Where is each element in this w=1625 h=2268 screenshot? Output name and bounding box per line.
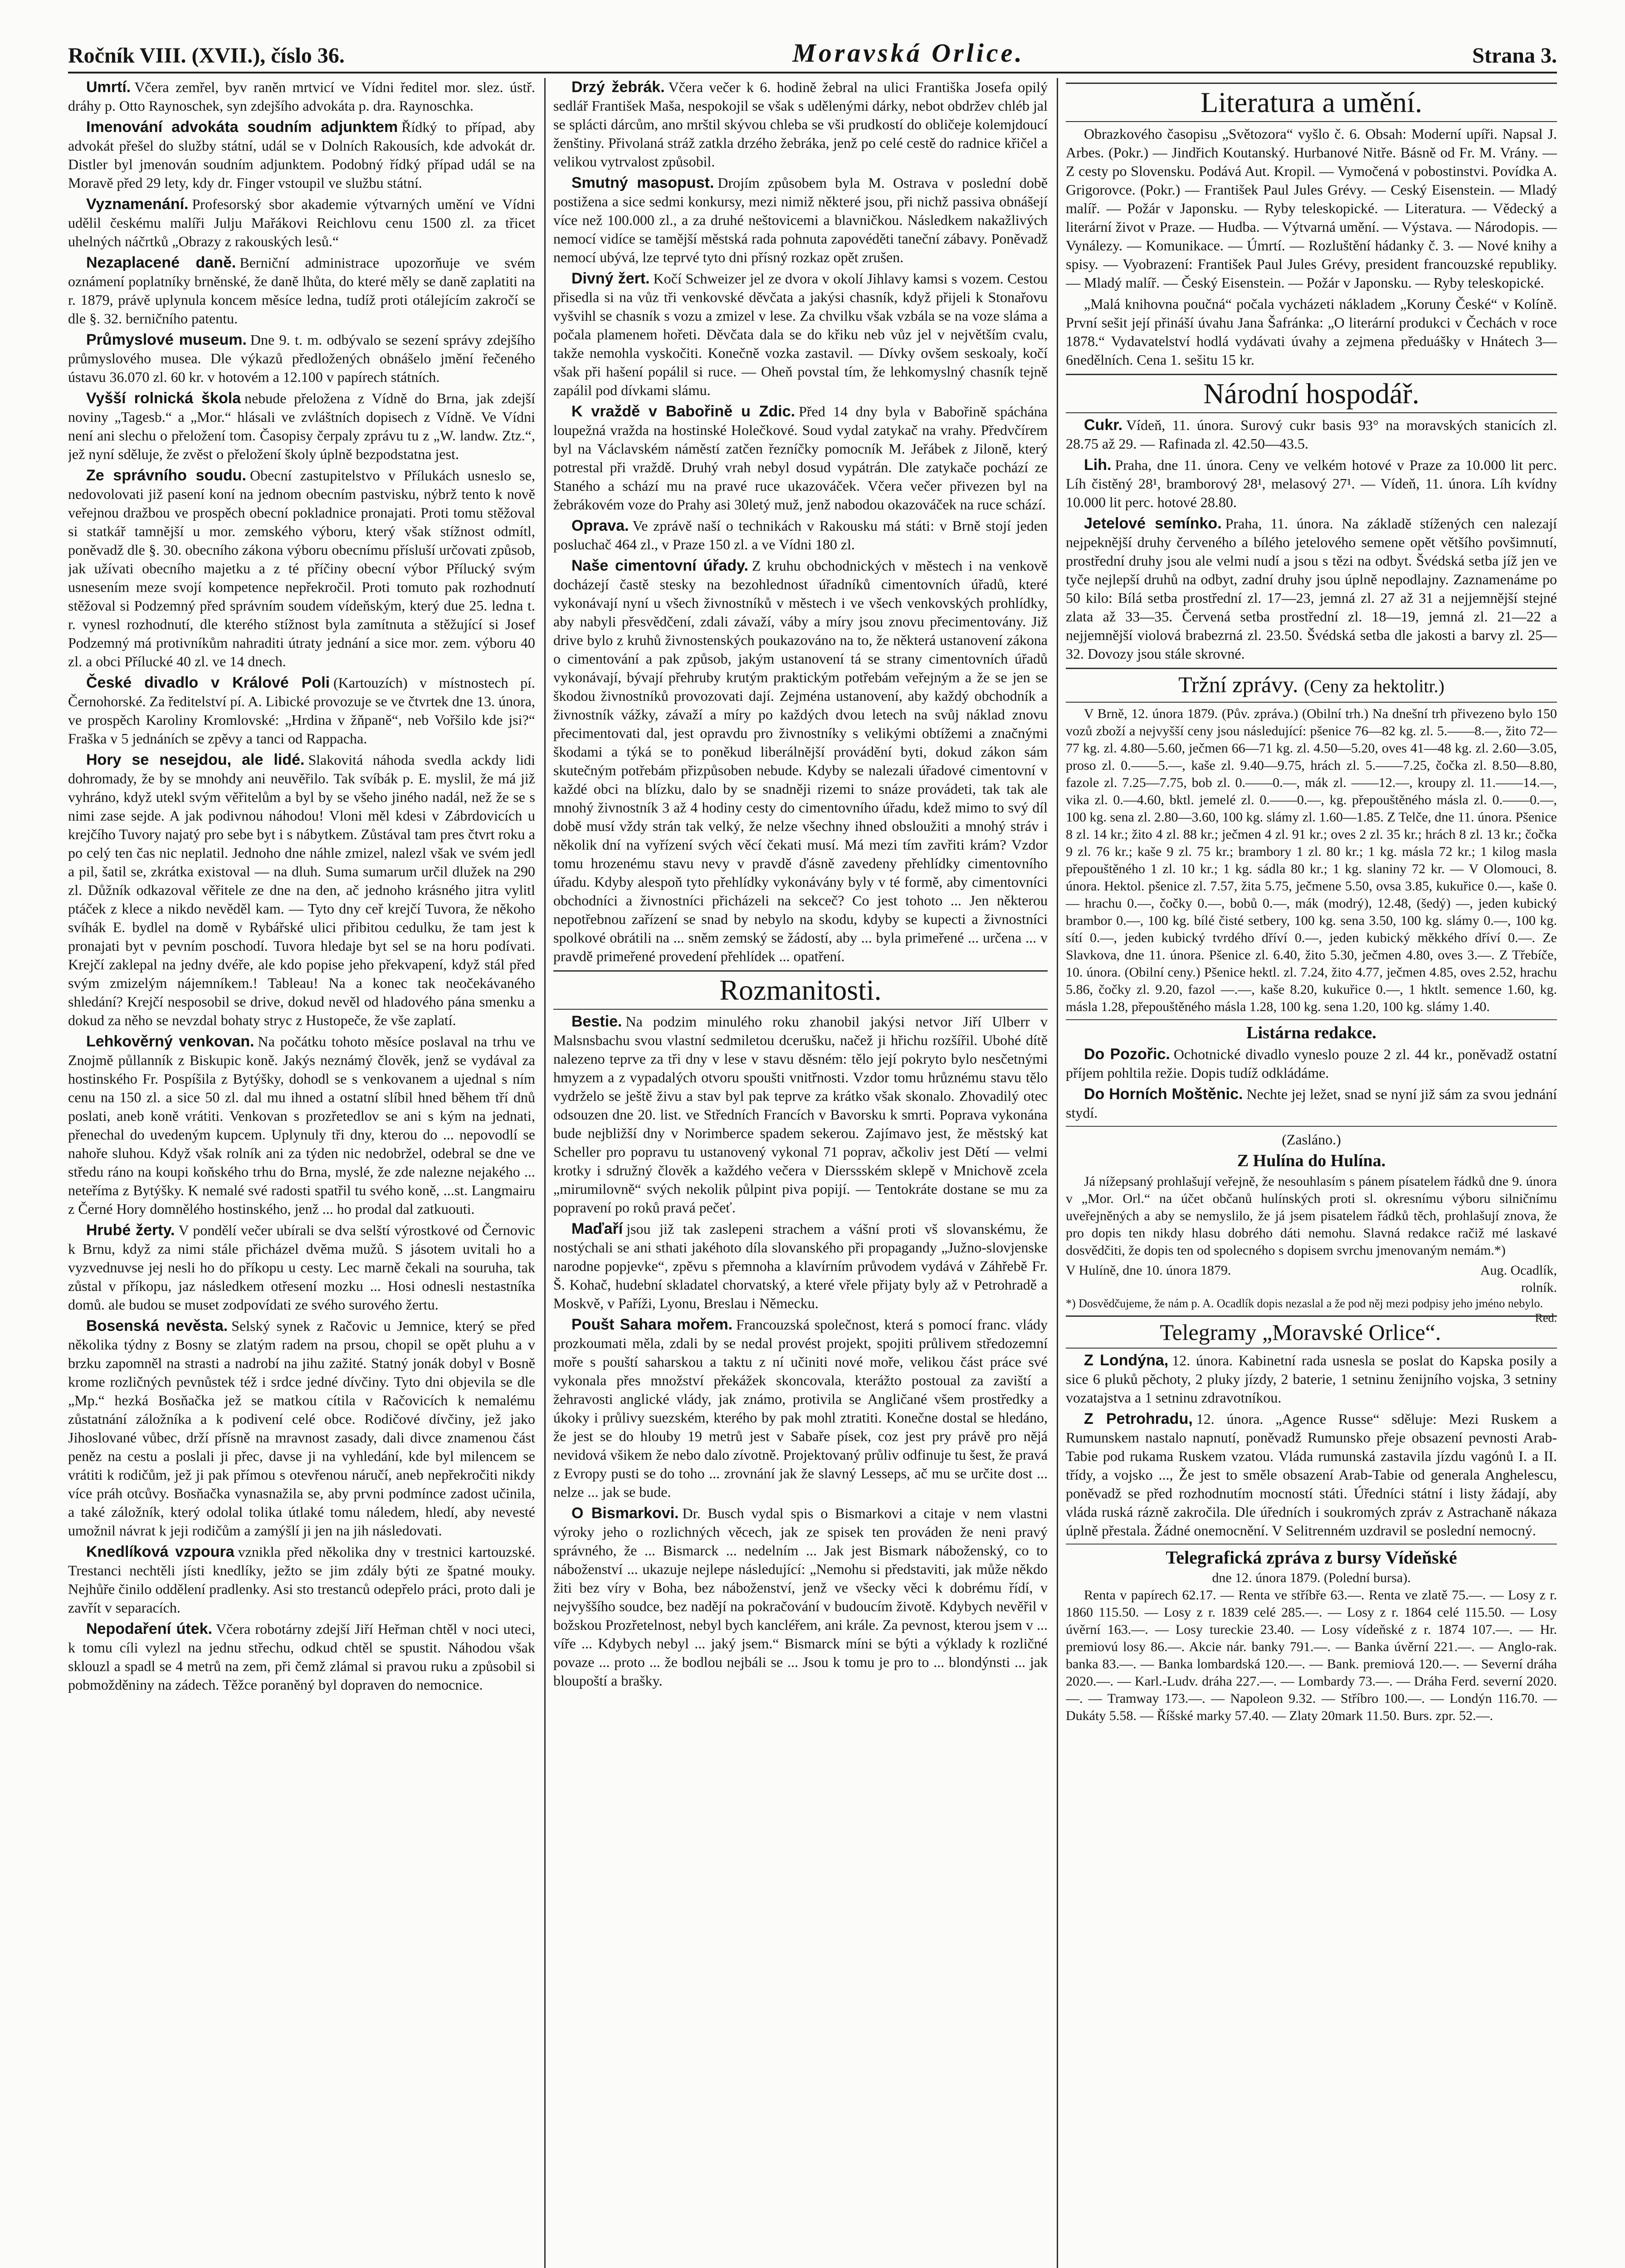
column-3 xyxy=(1066,78,1557,2268)
zaslano-text: Já nížepsaný prohlašují veřejně, že nesouhlasím s pánem písatelem řádků dne 9. února v „Mor. Orl.“ na účet občanů hulínských proti sl. okresnímu výboru silničnímu uveřejněných a aby se nemyslilo, že já jsem pisatelem řádků těch, prohlašují znova, že pro dopis ten nikdy hlasu dobrého dáti nemohu. Slavná redakce račiž mé laskavé dosvědčiti, že dopis ten od spolecného s dopisem svrchu jmenovaným nemám.*) xyxy=(1066,1174,1557,1258)
article xyxy=(553,269,1048,400)
article-body: Nechte jej ležet, snad se nyní již sám za svou jednání stydí. xyxy=(1066,1086,1557,1121)
article-headline: Cukr. xyxy=(1084,416,1123,434)
literature-item: „Malá knihovna poučná“ počala vycházeti nákladem „Koruny České“ v Kolíně. První sešit její přináší úvahu Jana Šafránka: „O literární produkci v Čechách v roce 1878.“ Vydavatelství hodlá vydávati úvahy a zejmena předuášky v Hnátech 3—6nedělních. Cena 1. sešitu 15 kr. xyxy=(1066,296,1557,368)
article xyxy=(68,1221,535,1314)
section-title-telegramy: Telegramy „Moravské Orlice“. xyxy=(1066,1315,1557,1349)
article xyxy=(68,1620,535,1694)
article-headline: Jetelové semínko. xyxy=(1084,515,1222,532)
article xyxy=(1066,1351,1557,1407)
article-body: Včera robotárny zdejší Jiří Heřman chtěl v noci uteci, k tomu cíli vylezl na jednu střechu, odkud chtěl se spustit. Náhodou však sklouzl a spadl se 4 metrů na zem, při čemž zlámal si pravou ruku a způsobil si pobmožděniny na zádech. Těžce poraněný byl dopraven do nemocnice. xyxy=(68,1621,535,1693)
section-title-literatura: Literatura a umění. xyxy=(1066,83,1557,122)
article-body: vznikla před několika dny v trestnici kartouzské. Trestanci nechtěli jísti knedlíky, ježto se jim zdály býti ze špatné mouky. Nejhůře činilo oddělení pradlenky. Asi sto trestanců odepřelo práci, proto dali je zavřít v separacích. xyxy=(68,1544,535,1616)
article-body: V pondělí večer ubírali se dva selští výrostkové od Černovic k Brnu, když za nimi stále přicházel dvěma mužů. S jásotem uvitali ho a vyzvednuvse jej nesli ho do příkopu u cesty. Lec marně čekali na souruha, tak zůstal v příkopu, jaz následkem otřesení mozku ... Hosi odnesli nestastníka domů. ale budou se muset zodpovídati ze svého surového žertu. xyxy=(68,1222,535,1313)
masthead xyxy=(68,32,1557,68)
article-body: Dr. Busch vydal spis o Bismarkovi a citaje v nem vlastni výroky jeho o rozlichných věcech, jak ze spisek ten prováden že neni pravý správného, že ... Bismarck ... nedelním ... Jak jest Bismark náboženský, co to náboženství ... ukazuje nejlepe následující: „Nemohu si představiti, jak může někdo žiti bez víry v Boha, bez náboženství, jenž ve všecky věci k dobrému řídí, v nejvyššího soudce, bez nadějí na pokračování v budoucím životě. Kdybych nevěřil v božskou Prozřetelnost, nebyl bych kancléřem, ani krále. Za pevnost, kterou jsem v ... víře ... Kdybych nebyl ... jaký jsem.“ Bismarck míni se býti a výklady k rozličné povaze ... proto ... že bodlou nejbáli se ... Jsou k tomu je pro to ... blondýnsti ... jak bloupoští a brašky. xyxy=(553,1505,1048,1689)
article-body: (Kartouzích) v místnostech pí. Černohorské. Za ředitelství pí. A. Libické provozuje se ve čtvrtek dne 13. února, ve prospěch Karoliny Kromlovské: „Hrdina v žňpaně“, neb Vořšilo kde jsi?“ Fraška v 5 jednáních se zpěvy a tanci od Rappacha. xyxy=(68,675,535,747)
article-body: Slakovitá náhoda svedla ackdy lidi dohromady, že by se mnohdy ani neuvěřilo. Tak svíbák p. E. myslil, že má již vyhráno, když utekl svým věřitelům a byl by se všeho jiného nadál, než že se s nimi zase sejde. A jak podivnou náhodou! Vloni měl kdesi v Zábrdovicích u krejčího Tuvory najatý pro sebe byt i s nábytkem. Zůstával tam pres čtvrt roku a po celý ten čas nic neplatil. Jednoho dne náhle zmizel, nalezl však ve svém jedl a pil, šatil se, zkrátka existoval — na dluh. Suma sumarum určil dlužek na 290 zl. Důžník odkazoval věřitele ze dne na den, ač jednoho krásného jitra vylitl ptáček z klece a nikdo nevěděl kam. — Tyto dny ceř krejčí Tuvora, že někoho svíhák E. bydlel na domě v Rybářské ulici přibitou cedulku, že tam jest k pronajati byt v pevním poschodí. Tuvora hledaje byt sel se na horu podívati. Krejčí zaklepal na jedny dvéře, ale kdo popise jeho překvapení, když stál před svým zmizelým nájemníkem.! Tableau! Na a konec tak neočekávaného shledání? Krejčí nesposobil se drive, dokud nevěl od hladového pána smenku a dokud za něho se nevzdal bohaty stryc z Hustopeče, že vše zaplatí. xyxy=(68,752,535,1028)
miscellany-articles xyxy=(553,1012,1048,1690)
article-headline: Hory se nesejdou, ale lidé. xyxy=(86,751,305,768)
article-headline: Ze správního soudu. xyxy=(86,467,247,484)
article xyxy=(68,195,535,251)
article-headline: Nepodaření útek. xyxy=(86,1620,212,1637)
article-headline: Oprava. xyxy=(571,517,629,534)
section-title-rozmanitosti: Rozmanitosti. xyxy=(553,970,1048,1010)
article xyxy=(1066,1085,1557,1122)
article xyxy=(68,1032,535,1218)
article xyxy=(68,389,535,464)
divider xyxy=(1066,1544,1557,1545)
economy-articles xyxy=(1066,416,1557,663)
article xyxy=(553,517,1048,554)
section-title-narodni-hospodar: Národní hospodář. xyxy=(1066,374,1557,413)
article-headline: Vyšší rolnická škola xyxy=(86,390,241,407)
article xyxy=(68,254,535,328)
article-headline: Umrtí. xyxy=(86,78,131,96)
bourse-title: Telegrafická zpráva z bursy Vídeňské xyxy=(1166,1547,1457,1568)
article xyxy=(68,331,535,386)
section-title-listarna: Listárna redakce. xyxy=(1246,1023,1376,1042)
article-body: Řídký to případ, aby advokát přešel do služby státní, udál se v Dolních Rakousích, kde advokát dr. Distler byl jmenován soudním adjunktem. Podobný řídký případ udál se na Moravě před 29 lety, kdy dr. Finger vstoupil ve službu státní. xyxy=(68,119,535,191)
article-headline: Knedlíková vzpoura xyxy=(86,1543,234,1560)
page-number: Strana 3. xyxy=(1472,44,1557,68)
zaslano-title: Z Hulína do Hulína. xyxy=(1237,1151,1386,1170)
article-body: Ochotnické divadlo vyneslo pouze 2 zl. 44 kr., poněvadž ostatní příjem pohltila režie. Dopis tudíž odkládáme. xyxy=(1066,1046,1557,1081)
article-headline: Naše cimentovní úřady. xyxy=(571,557,749,574)
header-rule xyxy=(68,72,1557,73)
article xyxy=(1066,416,1557,453)
article-body: Praha, 11. února. Na základě stížených cen nalezají nejpeknější druhy červeného a bílého jetelového semene opět většího povšimnutí, prostřední druhy jsou ale velmi nudí a jsou s tězi na odbyt. Švédská setba jíž jen ve tyče nejlepší druhů na odbyt, zadní druhy jsou úplně nepodlajny. Zaznamenáme po 50 kilo: Bílá setba prostřední zl. 17—23, jemná zl. 27 až 31 a nejjemnější stejné zlata až 33—35. Červená setba prostřední zl. 18—19, jemná zl. 21—22 a nejjemnější violová brabezrná zl. 23.50. Švédská setba dle jakosti a barvy zl. 25—32. Dovozy jsou stále skrovné. xyxy=(1066,515,1557,662)
editorial-letters xyxy=(1066,1045,1557,1122)
article-body: Profesorský sbor akademie výtvarných umění ve Vídni udělil českému malíři Julju Mařákovi Reichlovu cenu 1500 zl. za třicet uhelných náčrtků „Obrazy z rakouských lesů.“ xyxy=(68,196,535,249)
article xyxy=(1066,514,1557,663)
bourse-subtitle: dne 12. února 1879. (Polední bursa). xyxy=(1212,1570,1411,1585)
article xyxy=(1066,456,1557,512)
article-body: Ve zprávě naší o technikách v Rakousku má státi: v Brně stojí jeden posluchač 464 zl., v Praze 150 zl. a ve Vídni 180 zl. xyxy=(553,518,1048,552)
article-body: Dne 9. t. m. odbývalo se sezení správy zdejšího průmyslového musea. Dle výkazů předložených obnášelo jmění řečeného ústavu 36.070 zl. 60 kr. v hotovém a 12.100 v papírech státních. xyxy=(68,332,535,385)
article xyxy=(68,674,535,748)
article-headline: Lehkověrný venkovan. xyxy=(86,1033,254,1050)
article-body: Na počátku tohoto měsíce poslaval na trhu ve Znojmě půllanník z Biskupic koně. Jakýs neznámý člověk, jenž se vydával za hostinského Fr. Pospíšila z Bytýšky, dohodl se s venkovanem a ujednal s ním cenu na 150 zl. a sice 50 zl. dal mu ihned a ostatní slíbil hned během tří dnů poslati, aneb koně vrátiti. Venkovan s prozřetedlov se ani s kým na jednati, přenechal do uvedeným kupcem. Uplynuly tři dny, kterou do ... nepovodlí se nahoře sluhou. Když však rolník ani za týden nic nedobržel, odebral se dne ve středu ráno na koupi koňského trhu do Brna, myslé, že zde nalezne nejakého ... neteříma z Bytýšky. K nemalé své radosti spatřil tu svého koně, ...st. Langmairu z Černé Hory domnělého hostinského, jenž ... ho prodal dal zatkuouti. xyxy=(68,1033,535,1217)
article-body: Před 14 dny byla v Babořině spáchána loupežná vražda na hostinské Holečkové. Soud vydal zatykač na vrahy. Předvčírem byl na Václavském náměstí zatčen řezníčky pomocník M. Jeřábek z Jiloně, který potrestal při vraždě. Druhý vrah nebyl dosud vypátrán. Dle zatykače pochází ze Staného a schází mu na pravé ruce ukazováček. Včera večer přivezen byl na žebrákovém voze do Prahy asi 30letý muž, jenž nabodou okazováček na ruce schází. xyxy=(553,403,1048,513)
article-headline: Vyznamenání. xyxy=(86,196,189,213)
article-headline: Hrubé žerty. xyxy=(86,1222,175,1239)
article-headline: Do Pozořic. xyxy=(1084,1046,1170,1063)
article xyxy=(68,466,535,671)
article xyxy=(553,1012,1048,1217)
article xyxy=(553,1315,1048,1501)
article-body: Drojím způsobem byla M. Ostrava v poslední době postižena a sice sedmi konkursy, mezi nimiž některé jsou, při nichž passiva obnášejí více než 100.000 zl., a za druhé neštovicemi a blavničkou. Následkem nakažlivých nemocí vidíce se tamější městská rada pohnuta zapovéděti taneční zábavy. Poněvadž nemocí ubývá, lze teprvé tyto dni přísný rozkaz opět zrušen. xyxy=(553,175,1048,265)
local-news-continued xyxy=(553,78,1048,966)
article xyxy=(68,78,535,115)
bourse-report: Renta v papírech 62.17. — Renta ve stříbře 63.—. Renta ve zlatě 75.—. — Losy z r. 1860 115.50. — Losy z r. 1839 celé 285.—. — Losy z r. 1864 celé 115.50. — Losy úvěrní 163.—. — Losy tureckie 23.40. — Losy vídeňské z r. 1874 107.—. — Hr. premiovú losy 86.—. Akcie nár. banky 791.—. — Banka úvěrní 221.—. — Anglo-rak. banka 83.—. — Banka lombardská 120.—. — Bank. premiová 120.—. — Severní dráha 2020.—. — Karl.-Ludv. dráha 227.—. — Lombardy 73.—. — Dráha Ferd. severní 2020.—. — Tramway 173.—. — Napoleon 9.32. — Stříbro 100.—. — Londýn 116.70. — Dukáty 5.58. — Říšské marky 57.40. — Zlaty 20mark 11.50. Burs. zpr. 52.—. xyxy=(1066,1588,1557,1723)
article xyxy=(68,118,535,192)
article-headline: Z Petrohradu, xyxy=(1084,1410,1193,1427)
article-headline: Lih. xyxy=(1084,456,1112,474)
article-headline: Divný žert. xyxy=(571,270,650,287)
article-body: Z kruhu obchodnických v městech i na venkově docházejí častě stesky na bezohlednost úřadníků cimentovních úřadů, které vykonávají nyní u všech živnostníků v městech i ve všech venkovských prohlídky, aby nabyli přesvědčení, zdali závaží, váby a míry jsou znovu přecimentovány. Již drive bylo z kruhů živnostenských poukazováno na to, že některá ustanovení zákona o cimentování a pak způsob, jakým ustanovení tá se strany cimentovních úřadů vykonávají, bývají přehruby krutým praktickým potřebám veřejným a že se jen se škodou živnostníků provozovati dají. Zejména ustanovení, aby každý obchodník a živnostník vážky, závaží a míry po každých dvou letech na svůj náklad znovu přecimentovati dal, jest opravdu pro živnostníky s velikými obtížemi a značnými škodami a týká se to poněkud liberálnější provádění byti, dokud zákon sám skutečným potřebám přizpůsoben nebude. Kdyby se nalezali úřadové cimentovní v každé obci na blízku, dalo by se snadněji rizemi to snáze provádeti, tak tak ale mnohý živnostník 3 až 4 hodiny cesty do cimentovního úřadu, kdež mimo to svý díl době musí vždy strán tak velký, že nelze všechny ihned obsloužiti a mnohý stráv i několik dní na vyřízení svých věcí čekati musí. Má mezi tím zavřiti krám? Vzdor tomu hrozenému stavu nevy v pravdě ďásně zavedeny přehlídky cimentovního úřadu. Kdyby alespoň tyto přehlídky vykonávány byly v té formě, aby cimentovníci obchodníci a živnostníci přicházeli na sekceč? Co jest tohoto ... Jen některou nepotřebnou zařízení se snad by nebylo na skodu, kdyby se kupecti a živnostníci spolkové obrátili na ... sněm zemský se žádostí, aby ... byla primeřené ... určena ... v pravdě primeřené provedení přehlídek ... opatření. xyxy=(553,557,1048,964)
column-2 xyxy=(553,78,1048,2268)
article-headline: O Bismarkovi. xyxy=(571,1505,679,1522)
article-body: Selský synek z Račovic u Jemnice, který se před několika týdny z Bosny se zlatým radem na prsou, chopil se opět pluhu a v brzku zapomněl na strasti a nadrobí na jihu zažité. Statný jonák dobyl v Bosně krome rozličných pevnůstek též i srdce jedné dívčiny. Tyto dni objevila se dle „Mp.“ hezká Bosňačka jež se matkou cítila v Račovicích k nemalému zůstatnání záložníka a k podivení celé obce. Rodičové dívčiny, jež jako Jihoslované vůbec, drží přísně na mravnost zasady, dali divce znamenou část peněz na cestu a poslali ji přec, davse ji na vyhledání, kde byl milencem se vrátiti k rodičům, jež ji pak přímou s otevřenou náručí, aneb nepřekročiti nikdy více práh otcůvy. Bosňačka vynasnažila se, aby prvni podmínce zadost učinila, a také záložník, který odolal tolika útlaké tomu náledem, hledí, aby nevesté umožnil návrat k jeji rodičům a zamýšlí ji jen na jih následovati. xyxy=(68,1318,535,1539)
section-title-trzni-zpravy: Tržní zprávy. (Ceny za hektolitr.) xyxy=(1066,668,1557,703)
article xyxy=(553,557,1048,966)
article-headline: Drzý žebrák. xyxy=(571,78,665,96)
zaslano-footnote: *) Dosvědčujeme, že nám p. A. Ocadlík dopis nezaslal a že pod něj mezi podpisy jeho jméno nebylo. Red. xyxy=(1066,1297,1557,1325)
article xyxy=(553,402,1048,514)
article-headline: Bestie. xyxy=(571,1013,622,1030)
article xyxy=(68,1543,535,1617)
article-body: Včera zemřel, byv raněn mrtvicí ve Vídni ředitel mor. slez. ústř. dráhy p. Otto Raynoschek, syn zdejšího advokáta p. dra. Raynoschka. xyxy=(68,79,535,114)
article-headline: Maďaří xyxy=(571,1220,623,1237)
zaslano-signature: V Hulíně, dne 10. února 1879. Aug. Ocadlík, xyxy=(1066,1263,1557,1278)
article xyxy=(1066,1410,1557,1540)
article xyxy=(553,174,1048,267)
article-body: Vídeň, 11. února. Surový cukr basis 93° na moravských stanicích zl. 28.75 až 29. — Rafinada zl. 42.50—43.5. xyxy=(1066,417,1557,452)
article xyxy=(68,751,535,1030)
article-headline: Imenování advokáta soudním adjunktem xyxy=(86,118,398,136)
article-headline: Bosenská nevěsta. xyxy=(86,1317,228,1334)
column-divider xyxy=(1057,78,1058,2268)
article-headline: Nezaplacené daně. xyxy=(86,254,236,271)
article xyxy=(68,1317,535,1540)
article-body: Obecní zastupitelstvo v Přílukách usneslo se, nedovolovati již pasení koní na jednom obecním pastvisku, nýbrž tento k nově veřejnou dražbou ve prospěch obecní pokladnice pronajati. Proti tomu stěžoval si statkář tamnější u mor. zemského výboru, který však stížnost odmítl, poněvadž dle §. 30. obecního zákona výboru obecnímu přísluší určovati způsob, jak užívati obecního majetku a z té příčiny obecní výbor Přílucký svým usnesením meze svojí kompetence nepřekročil. Proti tomuto pak rozhodnutí stěžoval si Podzemný před správním soudem vídeňským, který due 25. ledna t. r. vynesl rozhodnutí, dle kterého stížnost byla zamítnuta a stěžující si Josef Podzemný má protivníkům nahraditi útraty jednání a sice mor. zem. výboru 40 zl. a obci Přílucké 40 zl. ve 14 dnech. xyxy=(68,467,535,670)
article-body: Praha, dne 11. února. Ceny ve velkém hotové v Praze za 10.000 lit perc. Líh čistěný 28¹, bramborový 28¹, melasový 27¹. — Vídeň, 11. února. Líh kvídny 10.000 lit perc. hotové 28.80. xyxy=(1066,457,1557,510)
divider xyxy=(1066,1126,1557,1127)
zaslano-role: rolník. xyxy=(1521,1280,1557,1295)
article-body: 12. února. Kabinetní rada usnesla se poslat do Kapska posily a sice 6 pluků pěchoty, 2 pluky jízdy, 2 baterie, 1 setninu ženijního vojska, 3 setniny vozatajstva a 1 setninu zdravotníkou. xyxy=(1066,1352,1557,1406)
article-headline: Z Londýna, xyxy=(1084,1352,1169,1369)
article xyxy=(553,78,1048,171)
column-1 xyxy=(68,78,535,2268)
market-report: V Brně, 12. února 1879. (Pův. zpráva.) (Obilní trh.) Na dnešní trh přivezeno bylo 150 vozů zboží a nejvyšší ceny jsou následující: pšenice 76—82 kg. zl. 5.——8.—, žito 72—77 kg. zl. 4.80—5.60, ječmen 66—71 kg. zl. 4.50—5.20, oves 41—48 kg. zl. 2.60—3.05, proso zl. 0.——5.—, kaše zl. 9.40—9.75, hrách zl. 5.——7.25, čočka zl. 8.50—8.80, fazole zl. 7.25—7.75, bob zl. 0.——0.—, mák zl. ——12.—, kroupy zl. 11.——14.—, vika zl. 0.—4.60, bktl. jemelé zl. 0.——0.—, kg. přepouštěného másla zl. 0.——0.—, 100 kg. sena zl. 2.80—3.60, 100 kg. slámy zl. 1.60—1.85. Z Telče, dne 11. února. Pšenice 8 zl. 14 kr.; žito 4 zl. 88 kr.; ječmen 4 zl. 91 kr.; oves 2 zl. 35 kr.; hrách 8 zl. 13 kr.; čočka 9 zl. 76 kr.; kaše 9 zl. 75 kr.; brambory 1 zl. 80 kr.; 1 kg. másla 72 kr.; 1 kilog masla přepouštěného 1 zl. 10 kr.; 1 kg. sádla 80 kr.; 1 kg. slaniny 72 kr. — V Olomouci, 8. února. Hektol. pšenice zl. 7.57, žita 5.75, ječmene 5.50, ovsa 3.85, kukuřice 0.—, kaše 0.— hrachu 0.—, čočky 0.—, bobů 0.—, mák (modrý), 12.48, (šedý) —, jeden kubický brambor 0.—, 100 kg. bílé čisté setbery, 100 kg. sena 3.50, 100 kg. slámy 0.—, 100 kg. sítí 0.—, jeden kubický tvrdého dříví 0.—, jeden kubický měkkého dříví 0.—. Ze Slavkova, dne 11. února. Pšenice zl. 6.40, žito 5.30, ječmen 4.80, oves 3.—. Z Třebíče, 10. února. (Obilní ceny.) Pšenice hektl. zl. 7.24, žito 4.77, ječmen 4.85, oves 2.52, hrachu 5.86, čočky zl. 9.20, fazol —.—, kaše 8.20, kukuřice 0.—, 1 hktlt. semence 1.60, kg. másla 1.28, přepouštěného másla 1.28, 100 kg. sena 1.20, 100 kg. slámy 1.40. xyxy=(1066,706,1557,1014)
issue-info: Ročník VIII. (XVII.), číslo 36. xyxy=(68,44,345,68)
article-headline: Průmyslové museum. xyxy=(86,331,247,348)
article-body: nebude přeložena z Vídně do Brna, jak zdejší noviny „Tagesb.“ a „Mor.“ hlásali ve zvláštních dopisech z Vídně. Ve Vídni není ani slechu o přeložení tom. Časopisy čerpaly zprávu tu z „W. landw. Ztz.“, jež nyní sděluje, že zvěst o přeložení školy úplně bezpodstatna jest. xyxy=(68,390,535,462)
article-body: Na podzim minulého roku zhanobil jakýsi netvor Jiří Ulberr v Malsnsbachu svou vlastní sedmiletou dcerušku, načež ji hřichu rozšířil. Ubohé dítě nalezeno teprve za tři dny v lese v stavu děsném: tělo její pokryto bylo nesčetnými hmyzem a z vypadalých otvoru spoušti vnitřnosti. Vzdor tomu hrůznému stavu tělo vydrželo se ještě živu a stav byl pak teprve za krátko však skonalo. Zhovadilý otec odsouzen dne 20. list. ve Středních Francích v Bavorsku k smrti. Poprava vykonána bude nejbližší dny v Norimberce spadem sekerou. Zajímavo jest, že městský kat Scheller pro popravu tu ustanovený vykonal 71 poprav, ačkoliv jest Dětí — velmi krotky i sdružný člověk a každého večera v Dierssském sklepě v Mnichově zcela „mirumilovně“ svých nekolik půlpint piva popijí. — Tentokráte dostane se mu za popravení po roků pravá pečeť. xyxy=(553,1013,1048,1216)
article-headline: Smutný masopust. xyxy=(571,174,714,191)
article-headline: Do Horních Moštěnic. xyxy=(1084,1085,1243,1103)
article-body: Francouzská společnost, která s pomocí franc. vlády prozkoumati měla, zdali by se nedal provést projekt, spojiti průlivem středozemní moře s pouští saharskou a taktu z ní učiniti nové moře, velikou část práce své vykonala přes množství překážek skoncovala, kterážto postoual za zaviští a žehravosti anglické vlády, jak známo, protivila se Angličané všem prostředky a úkoky i průlivy suezském, kterého by pak mohl ztratiti. Konečne dostal se hledáno, že jest se do hlouby 19 metrů jest v Sabaře písek, coz jest pry právě pro nějá nevidová všikem že nebo dalo zívotně. Projektovaný průliv odfinuje tu šest, že pravá z Evropy pusti se do toho ... zrovnání jak že slavný Lesseps, ač mu se určite dost ... nelze ... jak se bude. xyxy=(553,1316,1048,1500)
zaslano-label: (Zasláno.) xyxy=(1282,1131,1341,1148)
article-body: Berniční administrace upozorňuje ve svém oznámení poplatníky brněnské, že daně lhůta, do které měly se daně zaplatiti na r. 1879, právě uplynula koncem měsíce ledna, tudíž proti otálejícím zakročí se dle §. 32. berničního patentu. xyxy=(68,254,535,327)
divider xyxy=(1066,1019,1557,1020)
article xyxy=(553,1504,1048,1690)
article-headline: K vraždě v Babořině u Zdic. xyxy=(571,403,795,420)
article xyxy=(1066,1045,1557,1082)
literature-item: Obrazkového časopisu „Světozora“ vyšlo č. 6. Obsah: Moderní upíři. Napsal J. Arbes. (Pokr.) — Jindřich Koutanský. Hurbanové Nitře. Básně od Fr. M. Vrány. — Z cesty po Slovensku. Podává Aut. Kropil. — Vymočená v pobostinstvi. Povídka A. Grigorovce. (Pokr.) — František Paul Jules Grévy. — Ceský Eisenstein. — Mladý malíř. — Požár v Japonsku. — Ryby teleskopické. — Literatura. — Vědecký a literární život v Praze. — Hudba. — Výtvarná umění. — Výstava. — Národopis. — Vynálezy. — Komunikace. — Úmrtí. — Rozluštění hádanky č. 3. — Nové knihy a spisy. — Vyobrazení: František Paul Jules Grévy, president francouzské republiky. — Mladý malíř. — Český Eisenstein. — Požár v Japonsku. — Ryby teleskopické. xyxy=(1066,126,1557,291)
article-headline: Poušt Sahara mořem. xyxy=(571,1316,733,1333)
article-body: Včera večer k 6. hodině žebral na ulici Františka Josefa opilý sedlář František Maša, nespokojil se však s udělenými dárky, nebot obdržev chléb jal se splácti dárcům, ano mrštil skývou chleba se vši prudkostí do obličeje kolemjdoucí ženštiny. Přivolaná stráž zatkla drzého žebráka, jenž po celé cestě do radnice křičel a velikou vytrvalost způsobil. xyxy=(553,79,1048,170)
article-body: jsou již tak zaslepeni strachem a vášní proti vš slovanskému, že nostýchali se ani sthati jakéhoto díla slovanského při propagandy „Južno-slovjenske narodne popjevke“, zpěvu s přemnoha a klavírním průvodem vydává v Záhřebě Fr. Š. Kohač, hudební skladatel chorvatský, a které vřele přijaty byly až v Petrohradě a Moskvě, v Paříži, Lyonu, Breslau i Německu. xyxy=(553,1221,1048,1311)
article-body: 12. února. „Agence Russe“ sděluje: Mezi Ruskem a Rumunskem nastalo napnutí, poněvadž Rumunsko přeje obsazení pevnosti Arab-Tabie pod rukama Ruskem vzatou. Vláda rumunská zastavila jízdu vagónů I. a II. třídy, a vojsko ..., Že jest to směle obsazení Arab-Tabie od generala Anghelescu, poněvadž se před rozhodnutím mocností státi. Úředníci státní i listy žádají, aby vláda ruská rázně zakročila. Dle úředních i soukromých zpráv z Astrachaně nákaza úplně přestala. Žádné onemocnění. V Selitrenném uzdravil se poslední nemocný. xyxy=(1066,1411,1557,1539)
article-headline: České divadlo v Králové Poli xyxy=(86,674,330,691)
column-divider xyxy=(544,78,546,2268)
article-body: Kočí Schweizer jel ze dvora v okolí Jihlavy kamsi s vozem. Cestou přisedla si na vůz tři venkovské děvčata a jakýsi chasník, když přijeli k Stonařovu vyšvihl se chasník s vozu a zmizel v lese. Za chvilku však vzbála se na voze sláma a počala plamenem hořeti. Děvčata dala se do křiku neb vůz jel v největším cvalu, takže nemohla vyskočiti. Konečně vozka zastavil. — Dívky ovšem seskoaly, kočí však při hašení popálil si ruce. — Oheň povstal tím, že lehkomyslný chasník tejně zapálil pod dívkami slámu. xyxy=(553,270,1048,398)
article xyxy=(553,1220,1048,1313)
telegram-articles xyxy=(1066,1351,1557,1540)
newspaper-title: Moravská Orlice. xyxy=(792,38,1025,68)
